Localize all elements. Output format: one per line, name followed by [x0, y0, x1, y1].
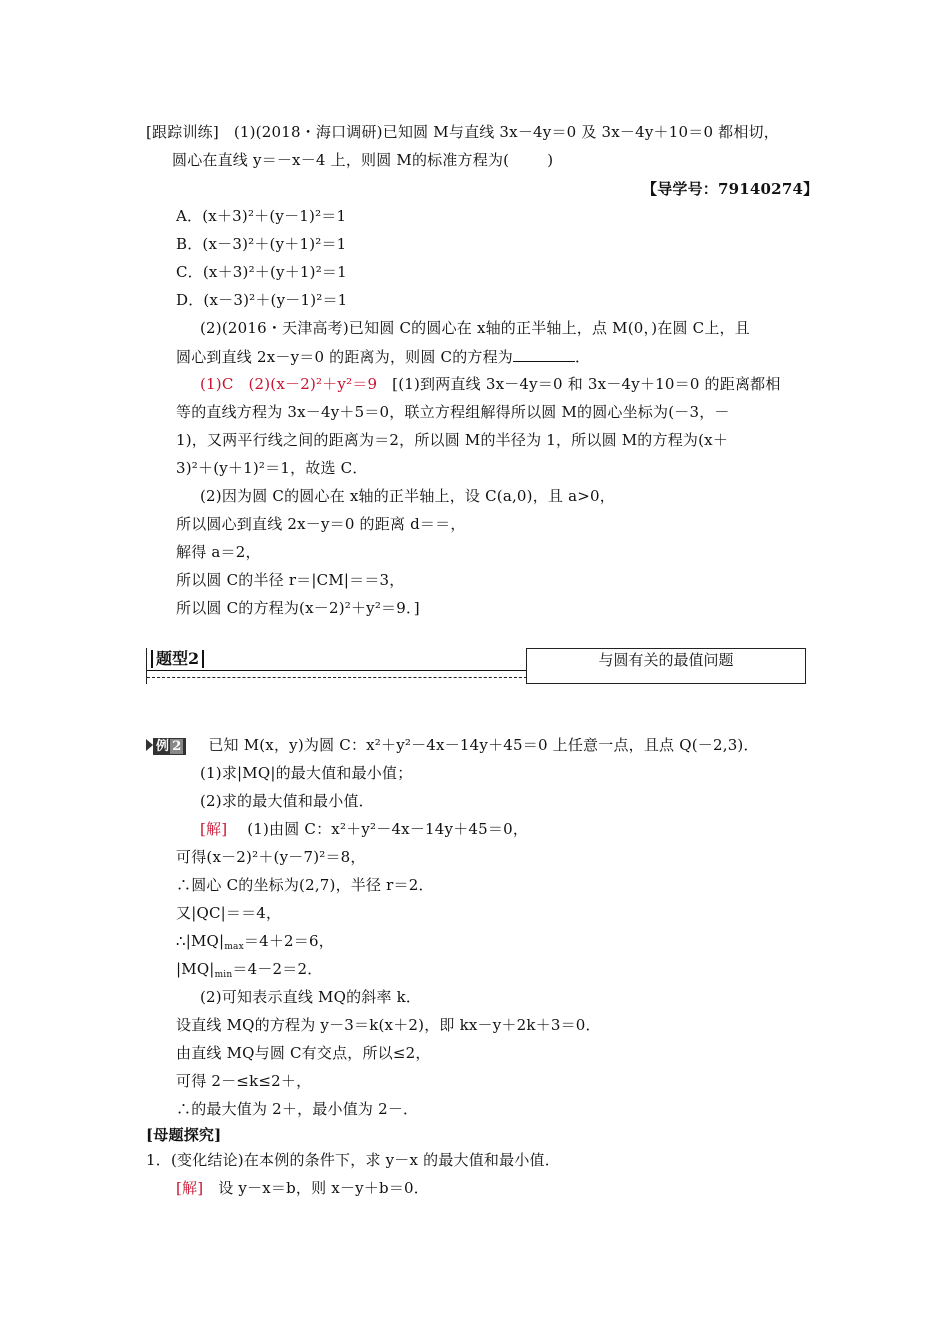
example-step-7: (2)可知表示直线 MQ的斜率 k．	[200, 988, 422, 1006]
example-badge-label: 例	[156, 739, 170, 754]
answer-paren-close: )	[547, 151, 554, 169]
example-solution-start	[200, 822, 528, 837]
section-dashed-rule	[147, 677, 527, 678]
explore-solution-label: [解]	[176, 1179, 204, 1197]
example-q2: (2)求的最大值和最小值．	[200, 792, 374, 810]
solution-line-4: 3)²＋(y＋1)²＝1，故选 C．	[176, 459, 368, 477]
mq-max-value: ＝4＋2＝6，	[243, 932, 334, 950]
section-tag: 题型2	[151, 650, 204, 668]
example-step-3: ∴圆心 C的坐标为(2,7)，半径 r＝2．	[176, 876, 434, 894]
section-rule	[147, 670, 527, 671]
follow-question-2-cont	[176, 349, 590, 365]
example-step-1: (1)由圆 C：x²＋y²－4x－14y＋45＝0，	[247, 820, 529, 838]
solution-line-8: 所以圆 C的半径 r＝|CM|＝＝3，	[176, 571, 405, 589]
mq-abs: ∴|MQ|	[176, 932, 225, 950]
example-step-8: 设直线 MQ的方程为 y－3＝k(x＋2)，即 kx－y＋2k＋3＝0．	[176, 1016, 601, 1034]
example-step-10: 可得 2－≤k≤2＋，	[176, 1072, 312, 1090]
max-subscript: max	[224, 942, 244, 952]
solution-line-7: 解得 a＝2，	[176, 543, 261, 561]
follow-question-2: (2)(2016・天津高考)已知圆 C的圆心在 x轴的正半轴上，点 M(0，)在圆 C上，且	[200, 319, 750, 337]
follow-question-1: (1)(2018・海口调研)已知圆 M与直线 3x－4y＝0 及 3x－4y＋10＝0 都相切，	[233, 123, 779, 141]
min-subscript: min	[214, 970, 233, 980]
example-step-11: ∴的最大值为 2＋，最小值为 2－．	[176, 1100, 419, 1118]
arrow-icon	[146, 739, 153, 751]
answer-line-1	[200, 377, 781, 392]
option-a: A．(x＋3)²＋(y－1)²＝1	[176, 207, 347, 225]
example-stem-line	[146, 738, 759, 755]
example-step-5	[176, 932, 334, 952]
mq-min-value: ＝4－2＝2．	[232, 960, 323, 978]
solution-line-2: 等的直线方程为 3x－4y＋5＝0，联立方程组解得所以圆 M的圆心坐标为(－3，－	[176, 403, 730, 421]
question-2-text: 圆心到直线 2x－y＝0 的距离为，则圆 C的方程为	[176, 348, 514, 366]
solution-line-9: 所以圆 C的方程为(x－2)²＋y²＝9．]	[176, 599, 420, 617]
follow-line-1	[146, 125, 779, 140]
follow-question-1-cont: 圆心在直线 y＝－x－4 上，则圆 M的标准方程为(	[172, 151, 510, 169]
explore-solution	[176, 1181, 429, 1196]
option-b: B．(x－3)²＋(y＋1)²＝1	[176, 235, 347, 253]
example-step-9: 由直线 MQ与圆 C有交点，所以≤2，	[176, 1044, 431, 1062]
example-badge	[153, 738, 186, 755]
fill-blank	[513, 349, 575, 362]
section-title: 与圆有关的最值问题	[526, 648, 806, 684]
solution-line-3: 1)，又两平行线之间的距离为＝2，所以圆 M的半径为 1，所以圆 M的方程为(x＋	[176, 431, 729, 449]
example-q1: (1)求|MQ|的最大值和最小值；	[200, 764, 413, 782]
solution-label: [解]	[200, 820, 228, 838]
option-d: D．(x－3)²＋(y－1)²＝1	[176, 291, 348, 309]
solution-1: [(1)到两直线 3x－4y＝0 和 3x－4y＋10＝0 的距离都相	[392, 375, 781, 393]
explore-solution-text: 设 y－x＝b，则 x－y＋b＝0．	[218, 1179, 429, 1197]
solution-line-6: 所以圆心到直线 2x－y＝0 的距离 d＝＝，	[176, 515, 466, 533]
question-2-end: ．	[575, 348, 591, 366]
follow-line-2	[172, 153, 553, 168]
example-step-4: 又|QC|＝＝4，	[176, 904, 282, 922]
mq-abs-min: |MQ|	[176, 960, 215, 978]
section-header	[146, 648, 806, 684]
answer-1: (1)C	[200, 375, 234, 393]
explore-title: [母题探究]	[146, 1126, 222, 1144]
follow-tag: [跟踪训练]	[146, 123, 219, 141]
solution-line-5: (2)因为圆 C的圆心在 x轴的正半轴上，设 C(a,0)，且 a>0，	[200, 487, 615, 505]
explore-problem-1: 1．(变化结论)在本例的条件下，求 y－x 的最大值和最小值．	[146, 1151, 560, 1169]
answer-2: (2)(x－2)²＋y²＝9	[248, 375, 378, 393]
section-tag-area	[146, 648, 526, 684]
example-step-6	[176, 960, 323, 980]
guide-number: 【导学号：79140274】	[642, 180, 819, 198]
option-c: C．(x＋3)²＋(y＋1)²＝1	[176, 263, 347, 281]
example-stem: 已知 M(x，y)为圆 C：x²＋y²－4x－14y＋45＝0 上任意一点，且点 Q(－2,3)．	[208, 736, 759, 754]
example-badge-number: 2	[172, 739, 182, 754]
example-step-2: 可得(x－2)²＋(y－7)²＝8，	[176, 848, 366, 866]
